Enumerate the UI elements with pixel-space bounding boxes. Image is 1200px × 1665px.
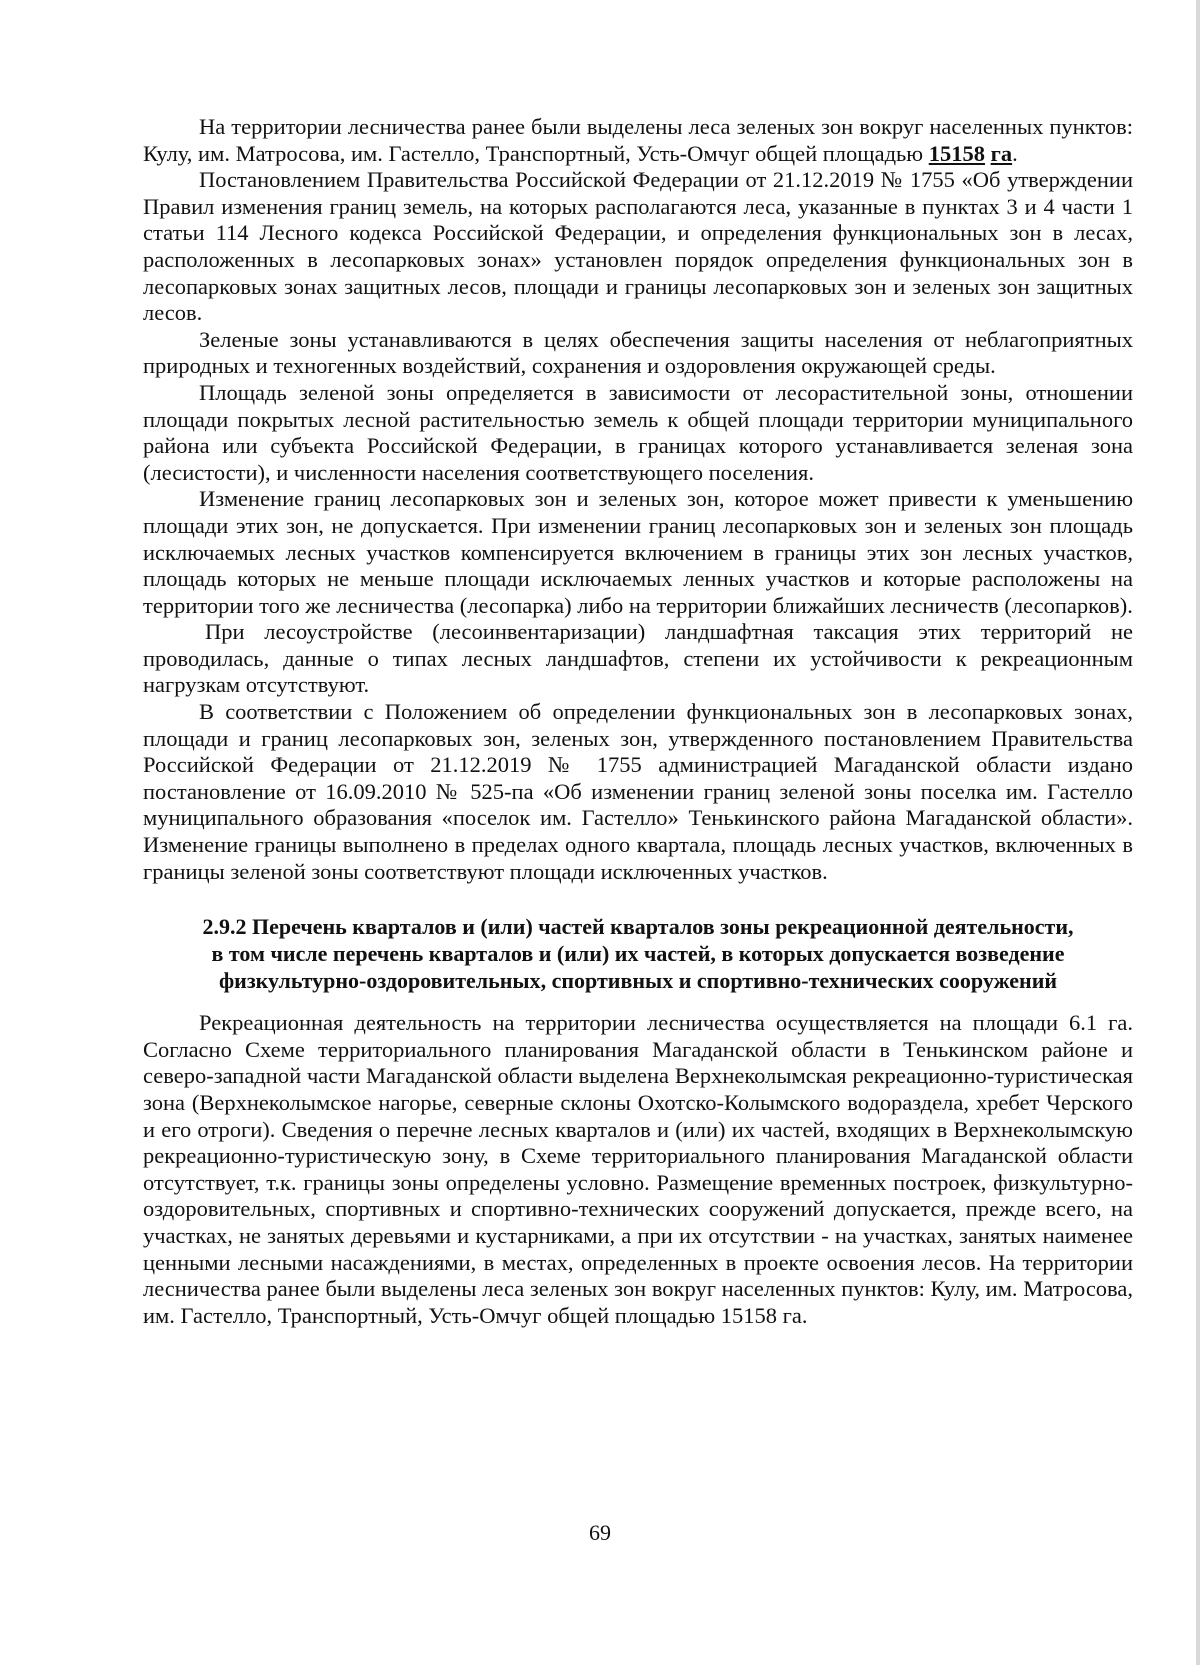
paragraph-recreation-activity: Рекреационная деятельность на территории лесничества осуществляется на площади 6.1 га. Согласно Схеме территориального планирования Магаданской области в Тенькинском районе и северо-западной части Магаданской области выделена Верхнеколымская рекреационно-туристическая зона (Верхнеколымское нагорье, северные склоны Охотско-Колымского водораздела, хребет Черского и его отроги). Сведения о перечне лесных кварталов и (или) их частей, входящих в Верхнеколымскую рекреационно-туристическую зону, в Схеме территориального планирования Магаданской области отсутствует, т.к. границы зоны определены условно. Размещение временных построек, физкультурно-оздоровительных, спортивных и спортивно-технических сооружений допускается, прежде всего, на участках, не занятых деревьями и кустарниками, а при их отсутствии - на участках, занятых наименее ценными лесными насаждениями, в местах, определенных в проекте освоения лесов. На территории лесничества ранее были выделены леса зеленых зон вокруг населенных пунктов: Кулу, им. Матросова, им. Гастелло, Транспортный, Усть-Омчуг общей площадью 15158 га. bbox=[143, 1010, 1133, 1328]
section-heading-2-9-2 bbox=[143, 913, 1133, 994]
paragraph-green-zone-area-definition: Площадь зеленой зоны определяется в зависимости от лесорастительной зоны, отношении площади покрытых лесной растительностью земель к общей площади территории муниципального района или субъекта Российской Федерации, в границах которого устанавливается зеленая зона (лесистости), и численности населения соответствующего поселения. bbox=[143, 379, 1133, 485]
paragraph-text: На территории лесничества ранее были выделены леса зеленых зон вокруг населенных пунктов: Кулу, им. Матросова, им. Гастелло, Транспортный, Усть-Омчуг общей площадью bbox=[143, 114, 1133, 166]
document-body bbox=[143, 114, 1133, 1329]
heading-line: физкультурно-оздоровительных, спортивных и спортивно-технических сооружений bbox=[218, 968, 1058, 994]
heading-line: в том числе перечень кварталов и (или) их частей, в которых допускается возведение bbox=[211, 941, 1065, 967]
paragraph-landscape-taxation: При лесоустройстве (лесоинвентаризации) ландшафтная таксация этих территорий не проводилась, данные о типах лесных ландшафтов, степени их устойчивости к рекреационным нагрузкам отсутствуют. bbox=[143, 619, 1133, 698]
area-value: 15158 bbox=[928, 140, 985, 166]
scan-edge bbox=[1196, 0, 1200, 1665]
paragraph-green-zones-area: На территории лесничества ранее были выделены леса зеленых зон вокруг населенных пунктов: Кулу, им. Матросова, им. Гастелло, Транспортный, Усть-Омчуг общей площадью 15158 га. bbox=[143, 114, 1133, 166]
page-number: 69 bbox=[589, 1520, 611, 1545]
paragraph-regulation-525pa: В соответствии с Положением об определении функциональных зон в лесопарковых зонах, площади и границ лесопарковых зон, зеленых зон, утвержденного постановлением Правительства Российской Федерации от 21.12.2019 № 1755 администрацией Магаданской области издано постановление от 16.09.2010 № 525-па «Об изменении границ зеленой зоны поселка им. Гастелло муниципального образования «поселок им. Гастелло» Тенькинского района Магаданской области». Изменение границы выполнено в пределах одного квартала, площадь лесных участков, включенных в границы зеленой зоны соответствуют площади исключенных участков. bbox=[143, 699, 1133, 884]
area-unit: га bbox=[990, 140, 1013, 166]
paragraph-resolution-1755: Постановлением Правительства Российской Федерации от 21.12.2019 № 1755 «Об утверждении Правил изменения границ земель, на которых располагаются леса, указанные в пунктах 3 и 4 части 1 статьи 114 Лесного кодекса Российской Федерации, и определения функциональных зон в лесах, расположенных в лесопарковых зонах» установлен порядок определения функциональных зон в лесопарковых зонах защитных лесов, площади и границы лесопарковых зон и зеленых зон защитных лесов. bbox=[143, 167, 1133, 326]
paragraph-boundary-changes: Изменение границ лесопарковых зон и зеленых зон, которое может привести к уменьшению площади этих зон, не допускается. При изменении границ лесопарковых зон и зеленых зон площадь исключаемых лесных участков компенсируется включением в границы этих зон лесных участков, площадь которых не меньше площади исключаемых ленных участков и которые расположены на территории того же лесничества (лесопарка) либо на территории ближайших лесничеств (лесопарков). bbox=[143, 486, 1133, 618]
paragraph-green-zones-purpose: Зеленые зоны устанавливаются в целях обеспечения защиты населения от неблагоприятных природных и техногенных воздействий, сохранения и оздоровления окружающей среды. bbox=[143, 326, 1133, 379]
heading-line: 2.9.2 Перечень кварталов и (или) частей кварталов зоны рекреационной деятельности, bbox=[202, 914, 1074, 940]
